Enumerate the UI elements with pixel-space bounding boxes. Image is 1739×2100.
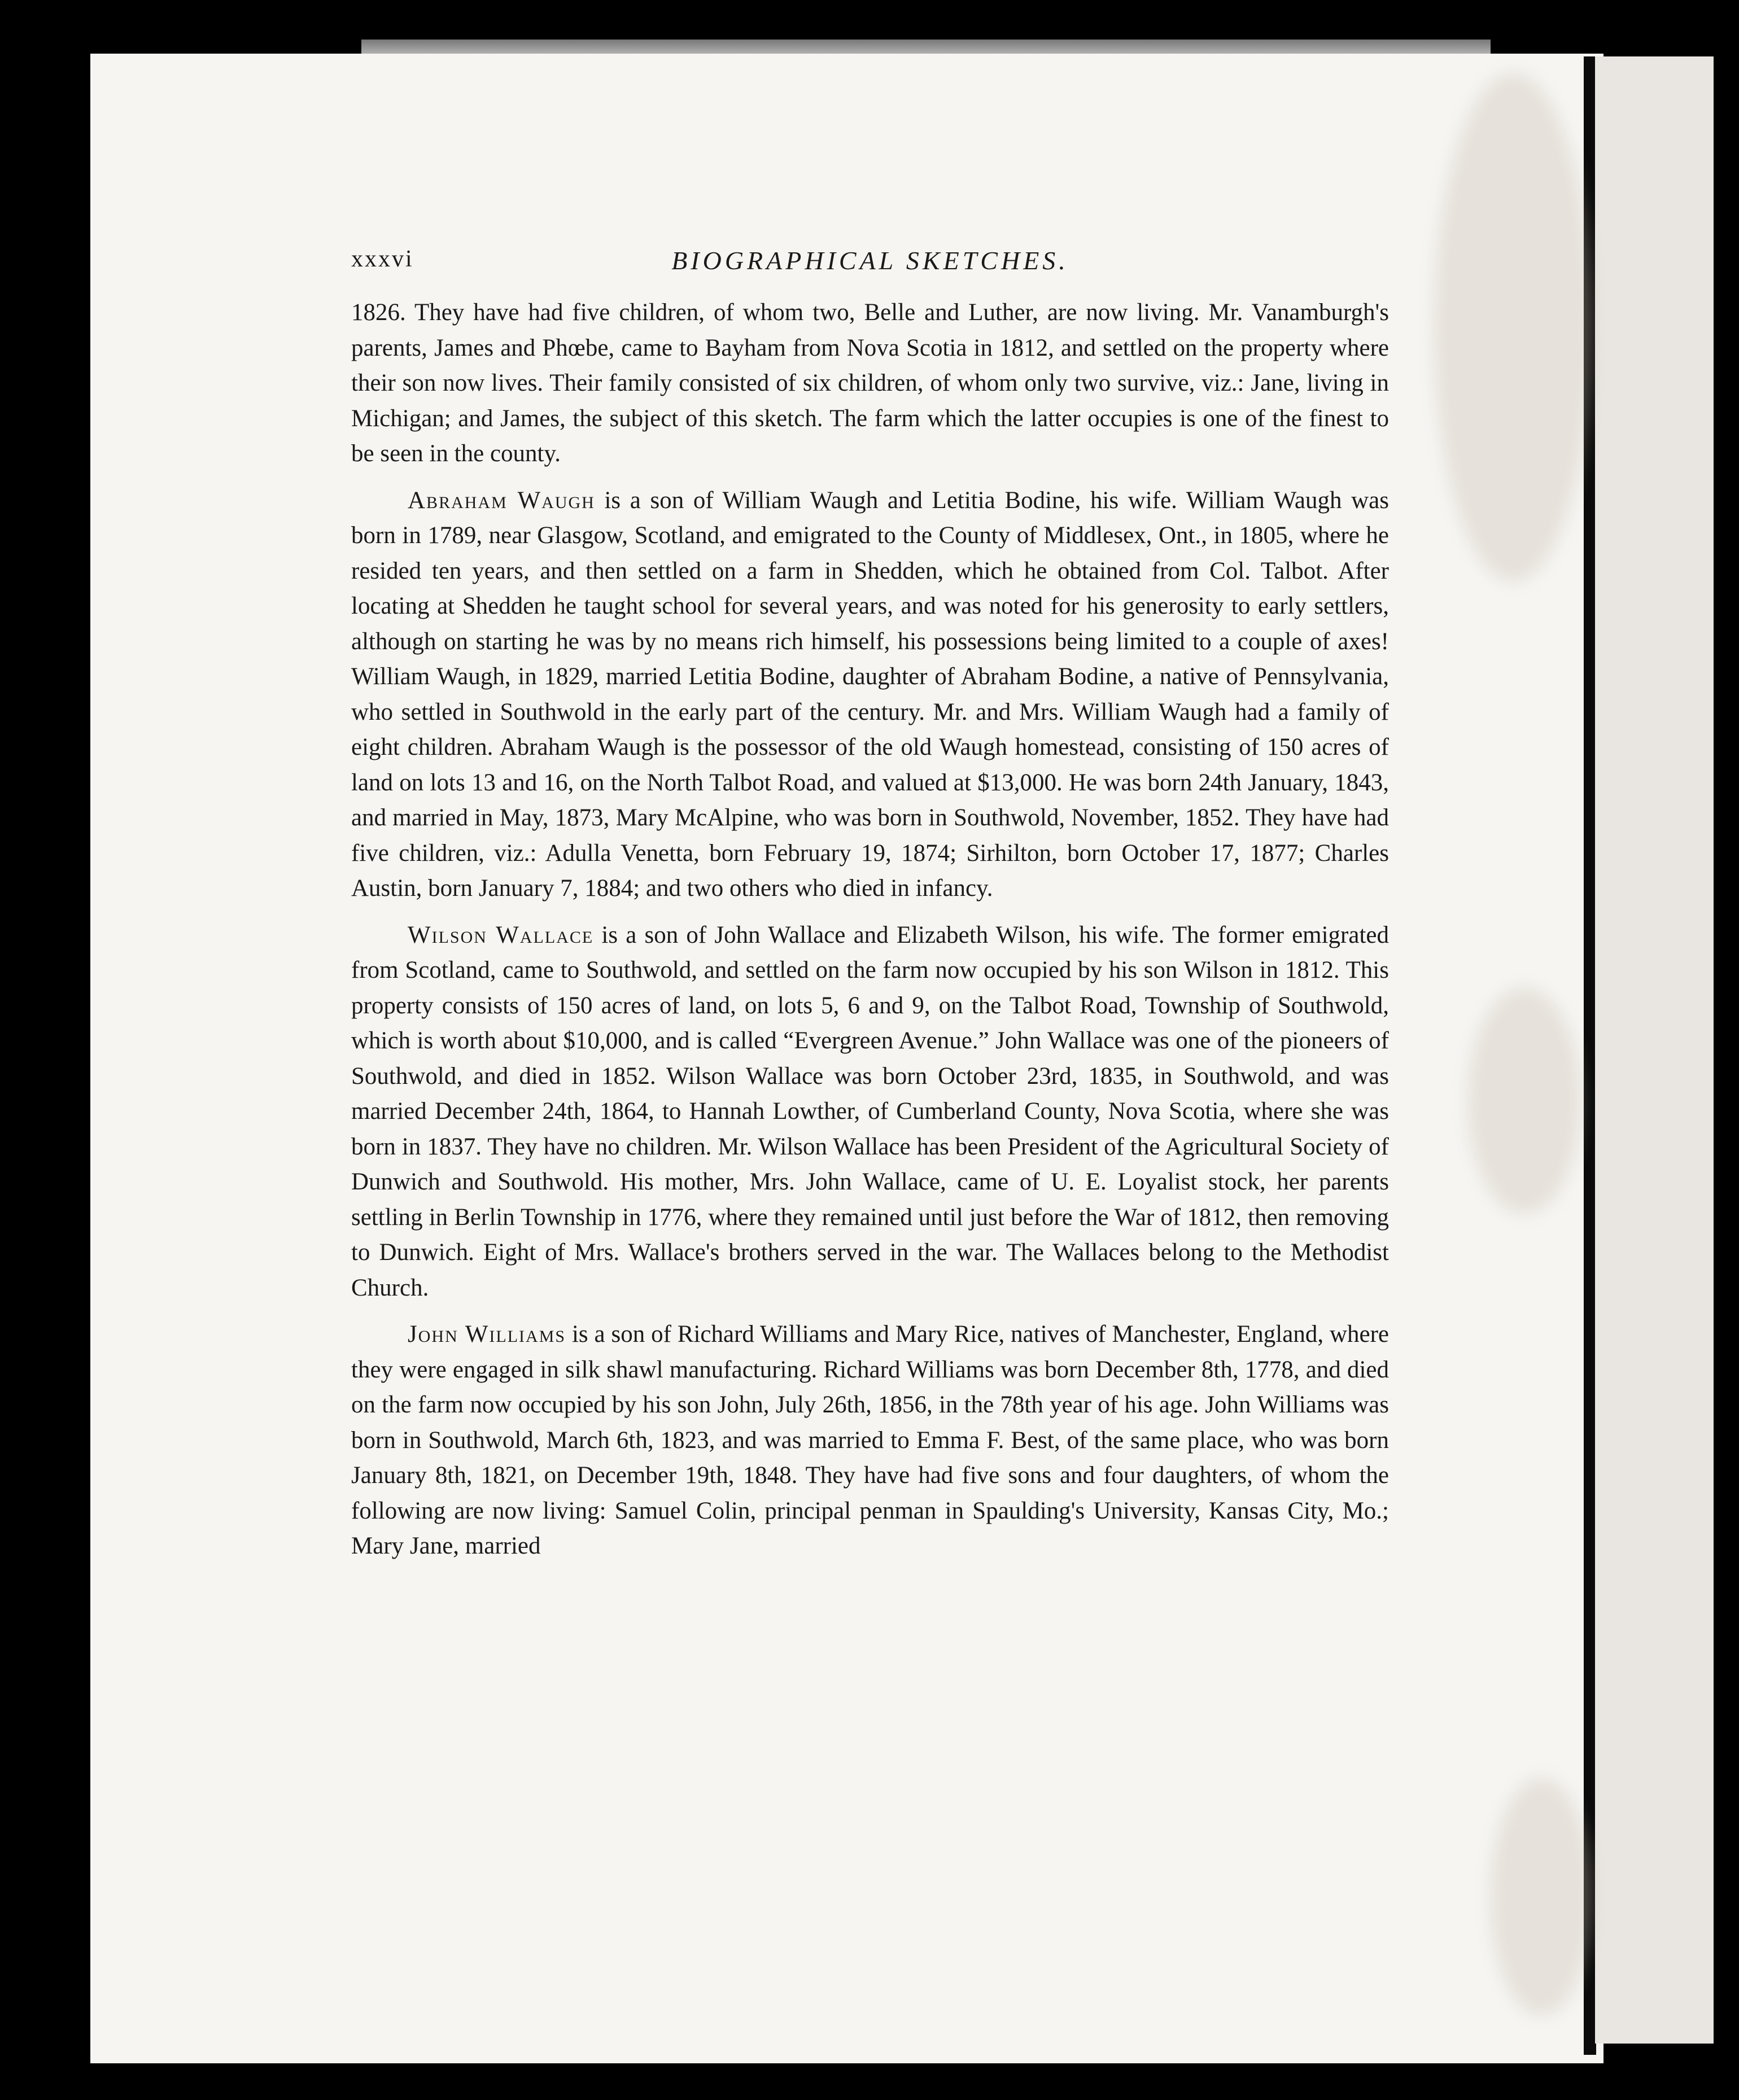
paragraph-wilson-wallace [351, 918, 1389, 1306]
water-stain [1468, 988, 1581, 1214]
page-number: xxxvi [351, 246, 414, 272]
entry-name: Wilson Wallace [408, 921, 594, 948]
paragraph-text: is a son of Richard Williams and Mary Rice, natives of Manchester, England, where they were engaged in silk shawl manufacturing. Richard Williams was born December 8th, 1778, and died on the farm now occupied by his son John, July 26th, 1856, in the 78th year of his age. John Williams was born in Southwold, March 6th, 1823, and was married to Emma F. Best, of the same place, who was born January 8th, 1821, on December 19th, 1848. They have had five sons and four daughters, of whom the following are now living: Samuel Colin, principal penman in Spaulding's University, Kansas City, Mo.; Mary Jane, married [351, 1321, 1389, 1559]
entry-name: John Williams [408, 1321, 566, 1348]
paragraph-vanamburgh [351, 295, 1389, 472]
paragraph-text: 1826. They have had five children, of whom two, Belle and Luther, are now living. Mr. Vanamburgh's parents, James and Phœbe, came to Bayham from Nova Scotia in 1812, and settled on the property where their son now lives. Their family consisted of six children, of whom only two survive, viz.: Jane, living in Michigan; and James, the subject of this sketch. The farm which the latter occupies is one of the finest to be seen in the county. [351, 299, 1389, 467]
page-text [351, 246, 1389, 1576]
paragraph-text: is a son of William Waugh and Letitia Bodine, his wife. William Waugh was born in 1789, near Glasgow, Scotland, and emigrated to the County of Middlesex, Ont., in 1805, where he resided ten years, and then settled on a farm in Shedden, which he obtained from Col. Talbot. After locating at Shedden he taught school for several years, and was noted for his generosity to early settlers, although on starting he was by no means rich himself, his possessions being limited to a couple of axes! William Waugh, in 1829, married Letitia Bodine, daughter of Abraham Bodine, a native of Pennsylvania, who settled in Southwold in the early part of the century. Mr. and Mrs. William Waugh had a family of eight children. Abraham Waugh is the possessor of the old Waugh homestead, consisting of 150 acres of land on lots 13 and 16, on the North Talbot Road, and valued at $13,000. He was born 24th January, 1843, and married in May, 1873, Mary McAlpine, who was born in Southwold, November, 1852. They have had five children, viz.: Adulla Venetta, born February 19, 1874; Sirhilton, born October 17, 1877; Charles Austin, born January 7, 1884; and two others who died in infancy. [351, 487, 1390, 902]
paragraph-text: is a son of John Wallace and Elizabeth Wilson, his wife. The former emigrated from Scotland, came to Southwold, and settled on the farm now occupied by his son Wilson in 1812. This property consists of 150 acres of land, on lots 5, 6 and 9, on the Talbot Road, Township of Southwold, which is worth about $10,000, and is called “Evergreen Avenue.” John Wallace was one of the pioneers of Southwold, and died in 1852. Wilson Wallace was born October 23rd, 1835, in Southwold, and was married December 24th, 1864, to Hannah Lowther, of Cumberland County, Nova Scotia, where she was born in 1837. They have no children. Mr. Wilson Wallace has been President of the Agricultural Society of Dunwich and Southwold. His mother, Mrs. John Wallace, came of U. E. Loyalist stock, her parents settling in Berlin Township in 1776, where they remained until just before the War of 1812, then removing to Dunwich. Eight of Mrs. Wallace's brothers served in the war. The Wallaces belong to the Methodist Church. [351, 921, 1389, 1301]
running-head [351, 246, 1389, 285]
running-title: BIOGRAPHICAL SKETCHES. [671, 246, 1069, 275]
facing-page-edge [1595, 56, 1714, 2044]
water-stain [1434, 73, 1592, 581]
water-stain [1491, 1778, 1592, 2015]
entry-name: Abraham Waugh [408, 487, 595, 514]
paragraph-john-williams [351, 1317, 1389, 1564]
paragraph-abraham-waugh [351, 483, 1389, 907]
